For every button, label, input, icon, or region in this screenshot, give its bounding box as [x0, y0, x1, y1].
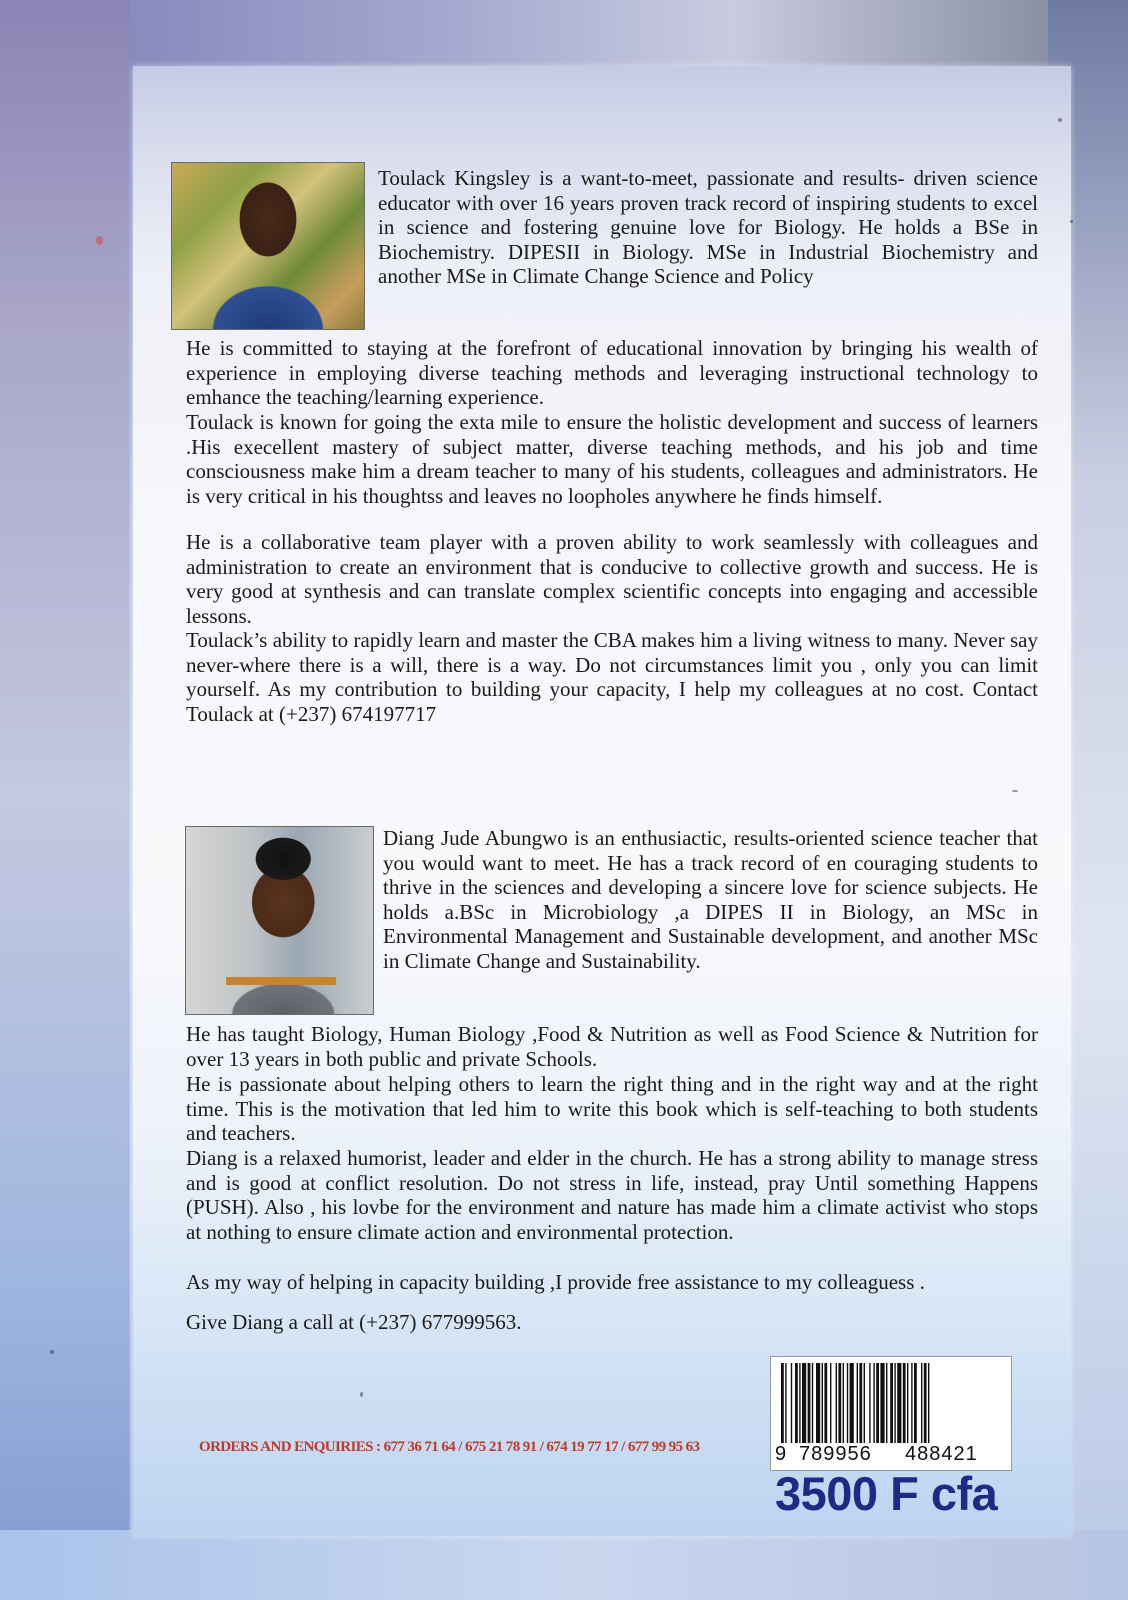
author2-photo: [185, 826, 374, 1015]
author1-paragraph: He is a collaborative team player with a proven ability to work seamlessly with colleagues and administration to create an environment that is conducive to collective growth and success. He is very good at synthesis and can translate complex scientific concepts into engaging and accessible lessons.: [186, 530, 1038, 628]
orders-label: ORDERS AND ENQUIRIES :: [199, 1439, 381, 1455]
author2-paragraph: He has taught Biology, Human Biology ,Food & Nutrition as well as Food Science & Nutrition for over 13 years in both public and private Schools.: [186, 1022, 1038, 1071]
orders-line: [199, 1439, 759, 1456]
cover-speck: [1012, 790, 1018, 792]
author2-contact: Give Diang a call at (+237) 677999563.: [186, 1310, 522, 1334]
author1-intro: Toulack Kingsley is a want-to-meet, passionate and results- driven science educator with over 16 years proven track record of inspiring students to excel in science and fostering genuine love for Biology. He holds a BSe in Biochemistry. DIPESII in Biology. MSe in Industrial Biochemistry and another MSe in Climate Change Science and Policy: [378, 166, 1038, 288]
cover-speck: [1070, 220, 1073, 223]
isbn-barcode: [770, 1356, 1012, 1471]
cover-speck: [360, 1392, 363, 1397]
isbn-lead-digit: 9: [775, 1443, 787, 1465]
photo-stripe: [226, 977, 336, 985]
author2-paragraph: Diang is a relaxed humorist, leader and elder in the church. He has a strong ability to manage stress and is good at conflict resolution. Do not stress in life, instead, pray Until something Happens (PUSH). Also , his lovbe for the environment and nature has made him a climate activist who stops at nothing to ensure climate action and environmental protection.: [186, 1146, 1038, 1244]
author1-photo: [171, 162, 365, 330]
cover-top-edge: [0, 0, 1128, 70]
isbn-right-digits: 488421: [905, 1443, 978, 1465]
orders-numbers: 677 36 71 64 / 675 21 78 91 / 674 19 77 17 / 677 99 95 63: [383, 1439, 700, 1455]
price-label: 3500 F cfa: [775, 1467, 998, 1520]
cover-left-edge: [0, 0, 130, 1600]
cover-speck: [1058, 118, 1062, 122]
barcode-icon: [779, 1363, 1003, 1443]
author1-paragraph: Toulack is known for going the exta mile to ensure the holistic development and success of learners .His execellent mastery of subject matter, diverse teaching methods, and his job and time consciousness make him a dream teacher to many of his students, colleagues and administrators. He is very critical in his thoughtss and leaves no loopholes anywhere he finds himself.: [186, 410, 1038, 508]
author2-paragraph: As my way of helping in capacity building ,I provide free assistance to my colleaguess .: [186, 1270, 925, 1294]
author1-paragraph: Toulack’s ability to rapidly learn and master the CBA makes him a living witness to many. Never say never-where there is a will, there is a way. Do not circumstances limit you , only you can limit yourself. As my contribution to building your capacity, I help my colleagues at no cost. Contact Toulack at (+237) 674197717: [186, 628, 1038, 726]
isbn-number: [771, 1443, 1011, 1467]
cover-speck: [96, 236, 103, 245]
cover-speck: [50, 1350, 54, 1354]
author1-paragraph: He is committed to staying at the forefront of educational innovation by bringing his wealth of experience in employing diverse teaching methods and leveraging instructional technology to emhance the teaching/learning experience.: [186, 336, 1038, 409]
author2-paragraph: He is passionate about helping others to learn the right thing and in the right way and at the right time. This is the motivation that led him to write this book which is self-teaching to both students and teachers.: [186, 1072, 1038, 1145]
cover-bottom-edge: [0, 1530, 1128, 1600]
isbn-left-digits: 789956: [799, 1443, 872, 1465]
author2-intro: Diang Jude Abungwo is an enthusiactic, results-oriented science teacher that you would want to meet. He has a track record of en couraging students to thrive in the sciences and developing a sincere love for science subjects. He holds a.BSc in Microbiology ,a DIPES II in Biology, an MSc in Environmental Management and Sustainable development, and another MSc in Climate Change and Sustainability.: [383, 826, 1038, 973]
